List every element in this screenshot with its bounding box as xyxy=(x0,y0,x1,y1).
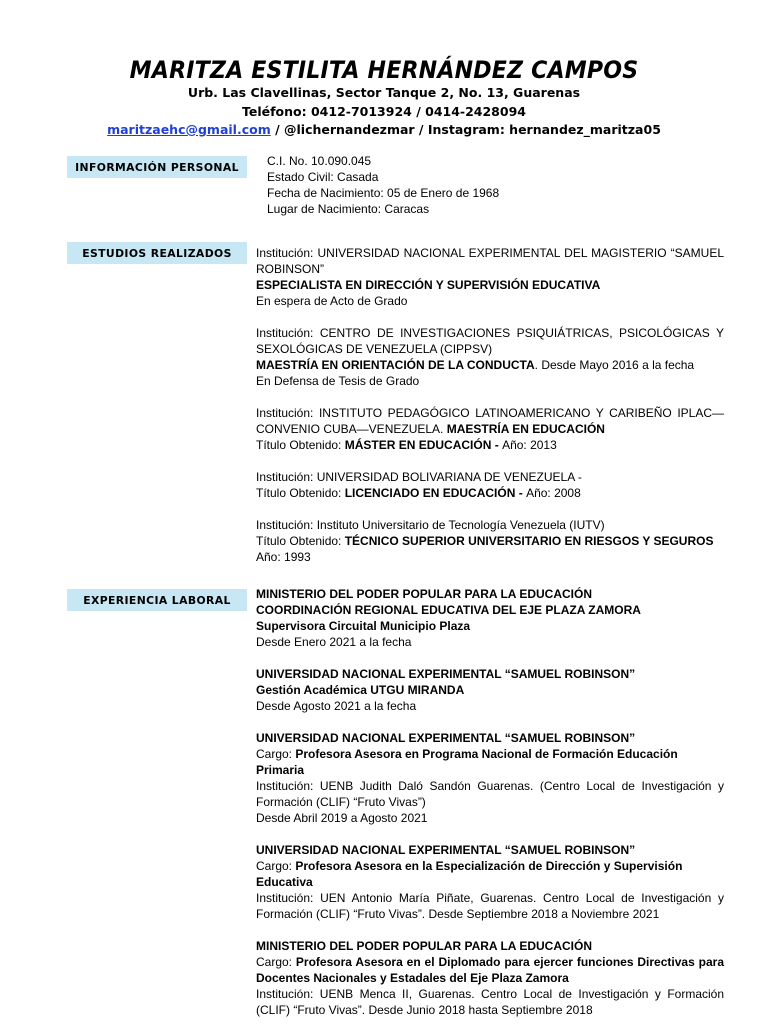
job-organization: UNIVERSIDAD NACIONAL EXPERIMENTAL “SAMUEL ROBINSON” xyxy=(256,731,636,745)
degree-label: Título Obtenido: xyxy=(256,486,345,500)
job-role: Profesora Asesora en la Especialización de Dirección y Supervisión Educativa xyxy=(256,859,683,889)
degree-year: Año: 2013 xyxy=(502,438,557,452)
civil-status: Estado Civil: Casada xyxy=(267,170,379,184)
study-item xyxy=(256,325,724,389)
cargo-label: Cargo: xyxy=(256,747,296,761)
study-note: En espera de Acto de Grado xyxy=(256,294,408,308)
id-number: C.I. No. 10.090.045 xyxy=(267,154,372,168)
phone-line: Teléfono: 0412-7013924 / 0414-2428094 xyxy=(242,104,526,119)
social-handles: / @lichernandezmar / Instagram: hernandez_maritza05 xyxy=(270,122,661,137)
job-organization: UNIVERSIDAD NACIONAL EXPERIMENTAL “SAMUEL ROBINSON” xyxy=(256,843,636,857)
study-item xyxy=(256,469,724,501)
degree-title: TÉCNICO SUPERIOR UNIVERSITARIO EN RIESGOS Y SEGUROS xyxy=(344,534,714,548)
job-item xyxy=(256,842,724,922)
job-date: Desde Abril 2019 a Agosto 2021 xyxy=(256,811,428,825)
birth-place: Lugar de Nacimiento: Caracas xyxy=(267,202,430,216)
job-institution: Institución: UENB Menca II, Guarenas. Centro Local de Investigación y Formación (CLIF) “Fruto Vivas”. Desde Junio 2018 hasta Septiembre 2018 xyxy=(256,987,724,1017)
study-institution: Institución: INSTITUTO PEDAGÓGICO LATINOAMERICANO Y CARIBEÑO IPLAC—CONVENIO CUBA—VENEZUELA. xyxy=(256,406,724,436)
cargo-label: Cargo: xyxy=(256,859,296,873)
degree-year: Año: 2008 xyxy=(526,486,581,500)
studies-list xyxy=(256,245,724,565)
job-date: Desde Enero 2021 a la fecha xyxy=(256,635,412,649)
job-item xyxy=(256,586,724,650)
job-role: Profesora Asesora en Programa Nacional de Formación Educación Primaria xyxy=(256,747,678,777)
study-institution: Institución: CENTRO DE INVESTIGACIONES PSIQUIÁTRICAS, PSICOLÓGICAS Y SEXOLÓGICAS DE VENEZUELA (CIPPSV) xyxy=(256,326,724,356)
personal-info xyxy=(267,153,735,217)
study-item xyxy=(256,517,724,565)
degree-year: Año: 1993 xyxy=(256,550,311,564)
birth-date: Fecha de Nacimiento: 05 de Enero de 1968 xyxy=(267,186,500,200)
experience-list xyxy=(256,586,724,1018)
job-role: Supervisora Circuital Municipio Plaza xyxy=(256,619,471,633)
degree-title: MÁSTER EN EDUCACIÓN - xyxy=(344,438,503,452)
job-organization: COORDINACIÓN REGIONAL EDUCATIVA DEL EJE PLAZA ZAMORA xyxy=(256,603,641,617)
job-organization: MINISTERIO DEL PODER POPULAR PARA LA EDUCACIÓN xyxy=(256,587,593,601)
job-organization: UNIVERSIDAD NACIONAL EXPERIMENTAL “SAMUEL ROBINSON” xyxy=(256,667,636,681)
candidate-name: MARITZA ESTILITA HERNÁNDEZ CAMPOS xyxy=(129,56,639,84)
study-period: . Desde Mayo 2016 a la fecha xyxy=(534,358,695,372)
job-item xyxy=(256,938,724,1018)
job-item xyxy=(256,666,724,714)
job-role: Gestión Académica UTGU MIRANDA xyxy=(256,683,465,697)
section-label-experience: EXPERIENCIA LABORAL xyxy=(67,589,247,611)
job-role: Profesora Asesora en el Diplomado para ejercer funciones Directivas para Docentes Nacionales y Estadales del Eje Plaza Zamora xyxy=(256,955,725,985)
degree-label: Título Obtenido: xyxy=(256,534,345,548)
study-item xyxy=(256,405,724,453)
study-title: ESPECIALISTA EN DIRECCIÓN Y SUPERVISIÓN EDUCATIVA xyxy=(256,278,601,292)
job-item xyxy=(256,730,724,826)
study-note: En Defensa de Tesis de Grado xyxy=(256,374,420,388)
study-institution: Institución: UNIVERSIDAD BOLIVARIANA DE VENEZUELA - xyxy=(256,470,582,484)
study-program: MAESTRÍA EN EDUCACIÓN xyxy=(446,422,605,436)
job-organization: MINISTERIO DEL PODER POPULAR PARA LA EDUCACIÓN xyxy=(256,939,593,953)
section-label-personal: INFORMACIÓN PERSONAL xyxy=(67,156,247,178)
cargo-label: Cargo: xyxy=(256,955,296,969)
study-institution: Institución: Instituto Universitario de Tecnología Venezuela (IUTV) xyxy=(256,518,605,532)
degree-label: Título Obtenido: xyxy=(256,438,345,452)
contact-line xyxy=(0,122,768,137)
study-institution: Institución: UNIVERSIDAD NACIONAL EXPERIMENTAL DEL MAGISTERIO “SAMUEL ROBINSON” xyxy=(256,246,724,276)
study-title: MAESTRÍA EN ORIENTACIÓN DE LA CONDUCTA xyxy=(256,358,535,372)
job-date: Desde Agosto 2021 a la fecha xyxy=(256,699,417,713)
job-institution: Institución: UEN Antonio María Piñate, Guarenas. Centro Local de Investigación y Formación (CLIF) “Fruto Vivas”. Desde Septiembre 2018 a Noviembre 2021 xyxy=(256,891,724,921)
section-label-studies: ESTUDIOS REALIZADOS xyxy=(67,242,247,264)
degree-title: LICENCIADO EN EDUCACIÓN - xyxy=(344,486,527,500)
study-item xyxy=(256,245,724,309)
email-link[interactable]: maritzaehc@gmail.com xyxy=(107,122,271,137)
job-institution: Institución: UENB Judith Daló Sandón Guarenas. (Centro Local de Investigación y Formación (CLIF) “Fruto Vivas”) xyxy=(256,779,724,809)
address-line: Urb. Las Clavellinas, Sector Tanque 2, No. 13, Guarenas xyxy=(187,85,581,100)
